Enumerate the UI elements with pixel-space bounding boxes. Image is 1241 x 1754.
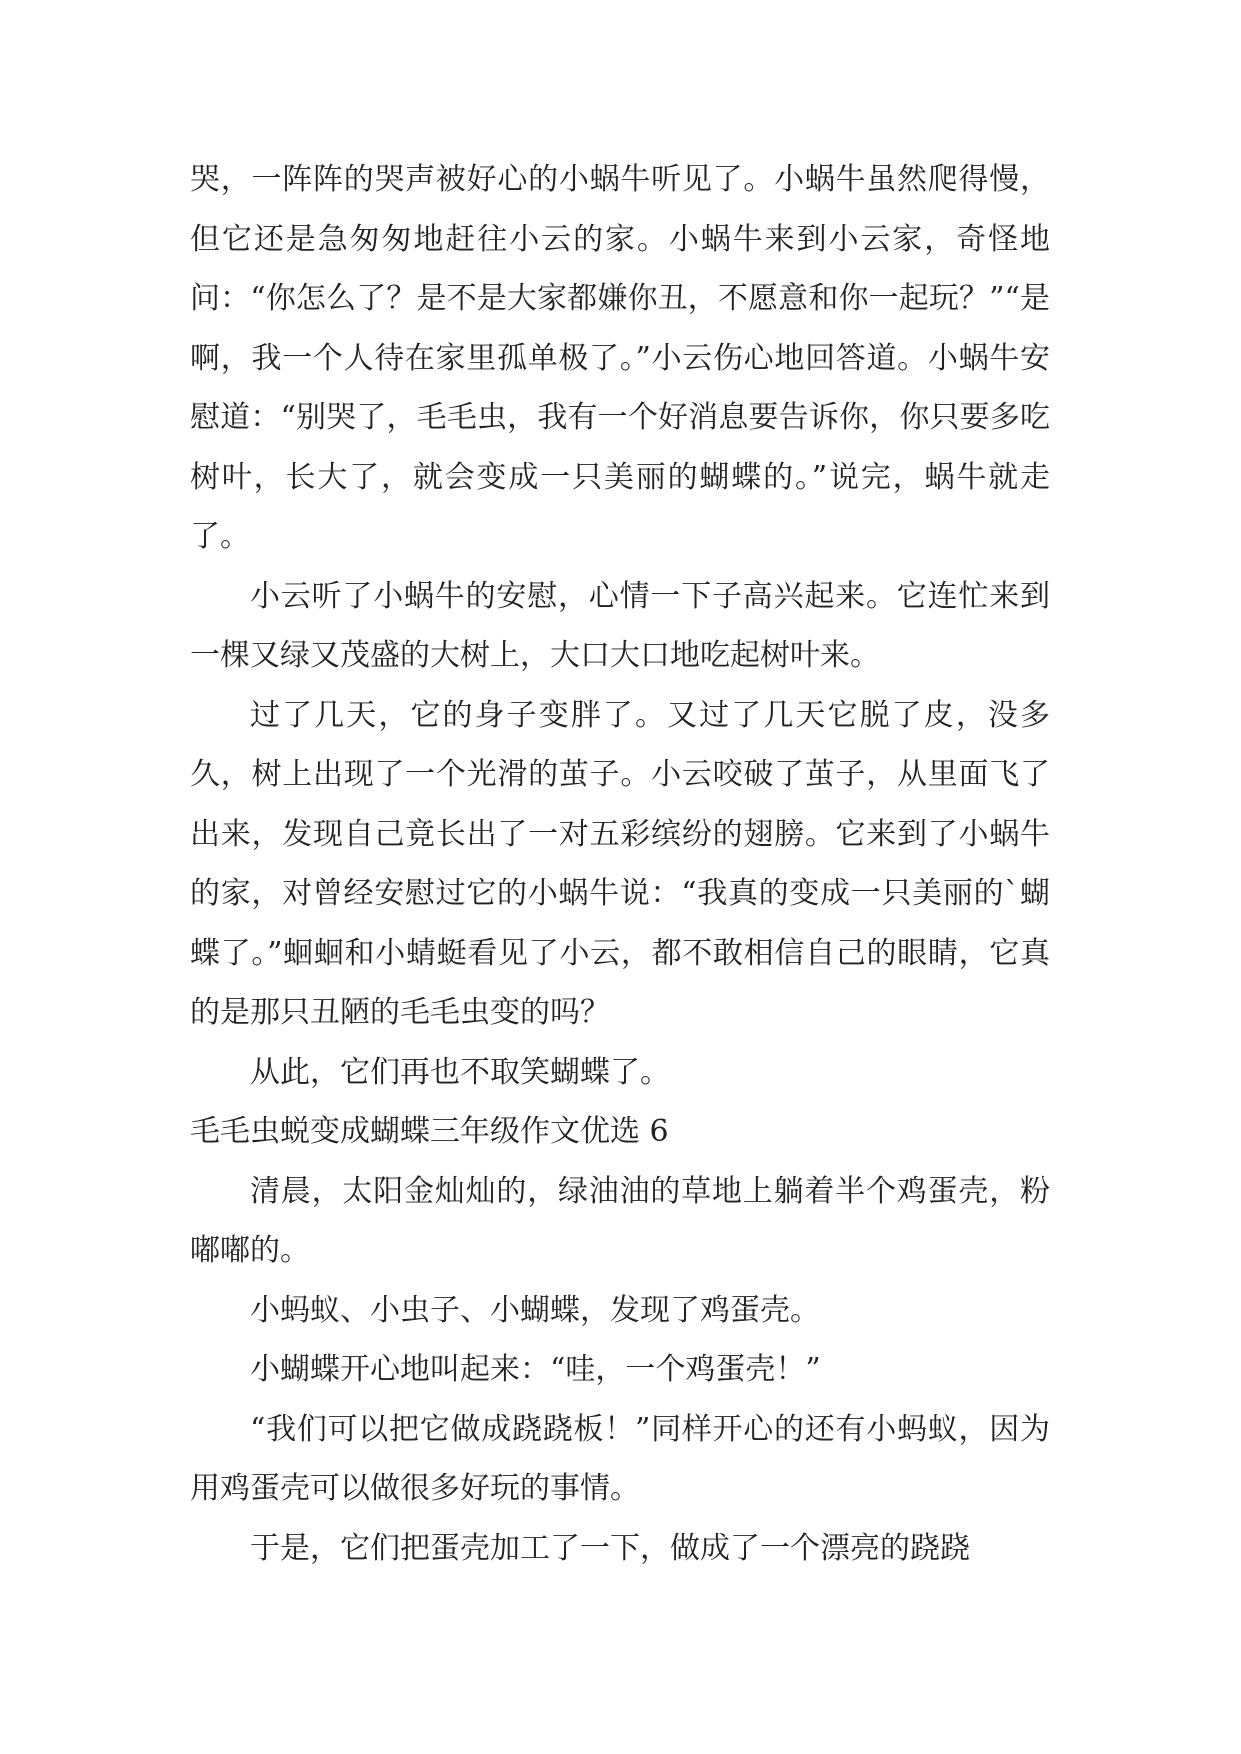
paragraph: 小蚂蚁、小虫子、小蝴蝶，发现了鸡蛋壳。 xyxy=(250,1292,820,1328)
paragraph: 从此，它们再也不取笑蝴蝶了。 xyxy=(250,1054,670,1090)
paragraph: 哭，一阵阵的哭声被好心的小蜗牛听见了。小蜗牛虽然爬得慢，但它还是急匆匆地赶往小云的家。小蜗牛来到小云家，奇怪地问：“你怎么了？是不是大家都嫌你丑，不愿意和你一起玩？”“是啊，我一个人待在家里孤单极了。”小云伤心地回答道。小蜗牛安慰道：“别哭了，毛毛虫，我有一个好消息要告诉你，你只要多吃树叶，长大了，就会变成一只美丽的蝴蝶的。”说完，蜗牛就走了。 xyxy=(190,162,1050,554)
paragraph: “我们可以把它做成跷跷板！”同样开心的还有小蚂蚁，因为用鸡蛋壳可以做很多好玩的事情。 xyxy=(190,1411,1050,1506)
paragraph: 小蝴蝶开心地叫起来：“哇，一个鸡蛋壳！” xyxy=(250,1352,821,1387)
paragraph: 过了几天，它的身子变胖了。又过了几天它脱了皮，没多久，树上出现了一个光滑的茧子。小云咬破了茧子，从里面飞了出来，发现自己竟长出了一对五彩缤纷的翅膀。它来到了小蜗牛的家，对曾经安慰过它的小蜗牛说：“我真的变成一只美丽的`蝴蝶了。”蛔蛔和小蜻蜓看见了小云，都不敢相信自己的眼睛，它真的是那只丑陋的毛毛虫变的吗？ xyxy=(190,697,1050,1030)
paragraph: 清晨，太阳金灿灿的，绿油油的草地上躺着半个鸡蛋壳，粉嘟嘟的。 xyxy=(190,1173,1050,1268)
paragraph: 于是，它们把蛋壳加工了一下，做成了一个漂亮的跷跷 xyxy=(250,1530,970,1566)
paragraph: 小云听了小蜗牛的安慰，心情一下子高兴起来。它连忙来到一棵又绿又茂盛的大树上，大口大口地吃起树叶来。 xyxy=(190,578,1050,673)
document-body xyxy=(190,150,1050,1578)
section-title: 毛毛虫蜕变成蝴蝶三年级作文优选 6 xyxy=(190,1114,669,1149)
